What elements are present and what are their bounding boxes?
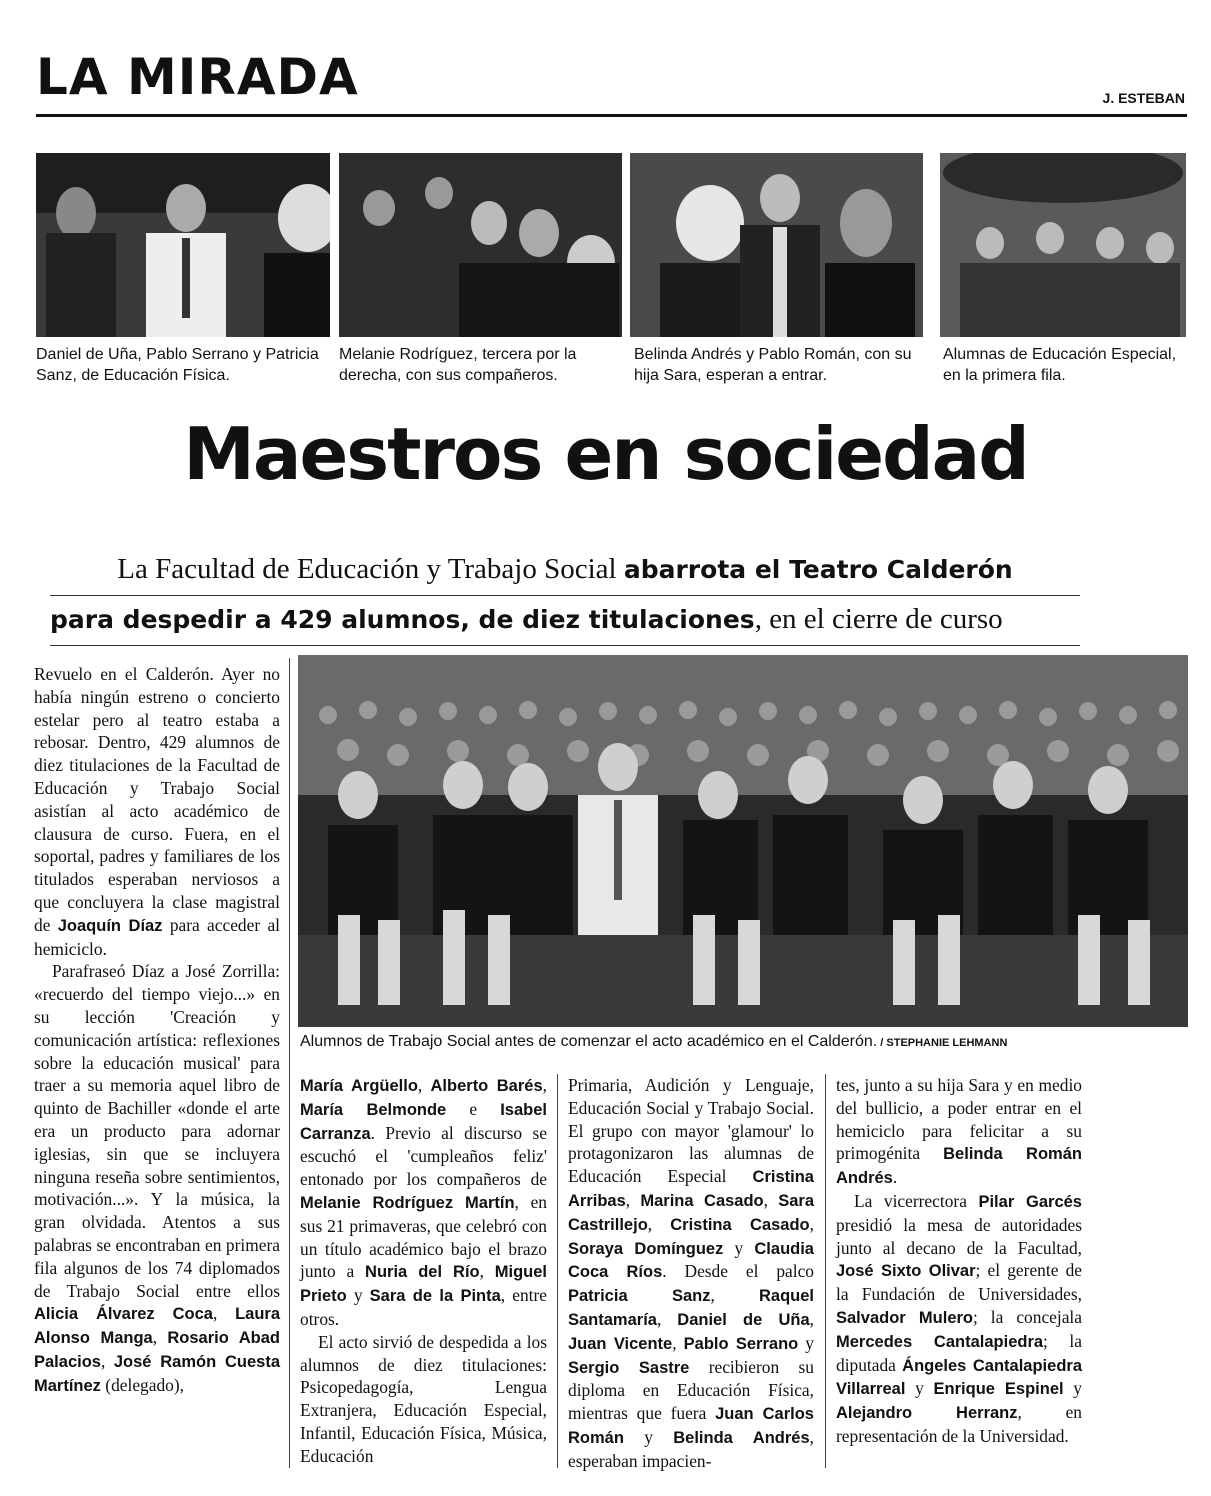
c3-text-2: Desde el palco	[684, 1261, 814, 1282]
person-name: Pilar Garcés	[978, 1192, 1082, 1211]
paragraph-5: Primaria, Audición y Lenguaje, Educación Social y Trabajo Social. El grupo con mayor 'glamour' lo protagonizaron las alumnas de Educación Especial Cristina Arribas, Marina Casado, Sara Castrillejo, Cristina Casado, Soraya Domínguez y Claudia Coca Ríos. Desde el palco Patricia Sanz, Raquel Santamaría, Daniel de Uña, Juan Vicente, Pablo Serrano y Sergio Sastre recibieron su diploma en Educación Física, mientras que fuera Juan Carlos Román y Belinda Andrés, esperaban impacien-	[568, 1075, 815, 1471]
person-name: Alejandro Herranz	[836, 1404, 1018, 1423]
p1-text: Revuelo en el Calderón. Ayer no había ningún estreno o concierto estelar pero al teatro estaba a rebosar. Dentro, 429 alumnos de diez titulaciones de la Facultad de Educación y Trabajo Social asistían al acto académico de clausura de curso. Fuera, en el soportal, padres y familiares de los titulados esperaban nerviosos a que concluyera la clase magistral de	[34, 664, 280, 935]
person-name: Isabel Carranza	[300, 1100, 547, 1143]
c3-text-3: recibieron su diploma en Educación Física, mientras que fuera	[568, 1356, 814, 1424]
c4-text-2a: La vicerrectora	[854, 1190, 967, 1211]
column-rule-3	[825, 1074, 826, 1468]
person-name: María Argüello	[300, 1077, 418, 1095]
photographer-credit: J. ESTEBAN	[1102, 90, 1185, 106]
person-name: Alberto Barés	[430, 1077, 543, 1095]
main-photo	[298, 655, 1188, 1027]
person-name: Daniel de Uña	[677, 1310, 810, 1329]
thumb-caption-3: Belinda Andrés y Pablo Román, con su hija Sara, esperan a entrar.	[634, 346, 912, 384]
person-name: Belinda Andrés	[673, 1428, 810, 1447]
person-name: Marina Casado	[640, 1191, 764, 1210]
paragraph-4: El acto sirvió de despedida a los alumnos de diez titulaciones: Psicopedagogía, Lengua Extranjera, Educación Especial, Infantil, Educación Física, Música, Educación	[300, 1331, 547, 1466]
c4-text-1: tes, junto a su hija Sara y en medio del bullicio, a poder entrar en el hemiciclo para felicitar a su primogénita	[836, 1075, 1082, 1164]
person-name: Juan Vicente	[568, 1334, 673, 1353]
person-name: Ángeles Cantalapiedra Villarreal	[836, 1356, 1082, 1399]
c2-text-2: , en sus 21 primaveras, que celebró con un título académico bajo el brazo junto a	[300, 1191, 547, 1282]
person-name: Salvador Mulero	[836, 1308, 973, 1327]
article-column-3	[568, 1074, 814, 1473]
person-name: Cristina Arribas	[568, 1168, 814, 1210]
p2-end: (delegado),	[105, 1374, 184, 1395]
thumb-photo-1	[36, 153, 330, 337]
p2-text: Parafraseó Díaz a José Zorrilla: «recuerdo del tiempo viejo...» en su lección 'Creación y comunicación artística: reflexiones sobre la educación musical' para traer a su memoria aquel libro de quinto de Bachiller «donde el arte era un producto para adornar iglesias, sin que se incluyera ninguna reseña sobre sentimientos, motivación...». Y la música, la gran olvidada. Atentos a sus palabras se encontraban en primera fila algunos de los 74 diplomados de Trabajo Social entre ellos	[34, 961, 280, 1301]
main-photo-credit: / STEPHANIE LEHMANN	[877, 1037, 1008, 1049]
p1-end: para acceder al hemiciclo.	[34, 914, 280, 959]
person-name: Miguel Prieto	[300, 1263, 548, 1306]
person-name: Claudia Coca Ríos	[568, 1239, 814, 1282]
c3-text-1: Primaria, Audición y Lenguaje, Educación Social y Trabajo Social. El grupo con mayor 'glamour' lo protagonizaron las alumnas de Educación Especial	[568, 1075, 814, 1187]
person-name: Soraya Domínguez	[568, 1239, 724, 1258]
top-rule	[36, 114, 1187, 117]
person-name: María Belmonde	[300, 1100, 447, 1119]
c2-text-3: , entre otros.	[300, 1285, 547, 1329]
paragraph-6: tes, junto a su hija Sara y en medio del bullicio, a poder entrar en el hemiciclo para felicitar a su primogénita Belinda Román Andrés.	[836, 1075, 1082, 1188]
paragraph-1	[34, 663, 280, 960]
subhead-bold-1: abarrota el Teatro Calderón	[623, 555, 1013, 584]
person-name: José Ramón Cuesta Martínez	[34, 1352, 280, 1395]
c4-text-5: ; la diputada	[836, 1330, 1082, 1375]
c4-text-6: , en representación de la Universidad.	[836, 1402, 1082, 1446]
paragraph-7: La vicerrectora Pilar Garcés presidió la mesa de autoridades junto al decano de la Facultad, José Sixto Olivar; el gerente de la Fundación de Universidades, Salvador Mulero; la concejala Mercedes Cantalapiedra; la diputada Ángeles Cantalapiedra Villarreal y Enrique Espinel y Alejandro Herranz, en representación de la Universidad.	[836, 1190, 1082, 1446]
paragraph-2: Parafraseó Díaz a José Zorrilla: «recuerdo del tiempo viejo...» en su lección 'Creación y comunicación artística: reflexiones sobre la educación musical' para traer a su memoria aquel libro de quinto de Bachiller «donde el arte era un producto para adornar iglesias, sin que se incluyera ninguna reseña sobre sentimientos, motivación...». Y la música, la gran olvidada. Atentos a sus palabras se encontraban en primera fila algunos de los 74 diplomados de Trabajo Social entre ellos Alicia Álvarez Coca, Laura Alonso Manga, Rosario Abad Palacios, José Ramón Cuesta Martínez (delegado),	[34, 961, 280, 1395]
subhead-plain-2: , en el cierre de curso	[754, 603, 1003, 635]
person-name: Sara Castrillejo	[568, 1191, 815, 1234]
section-title: LA MIRADA	[36, 48, 359, 106]
main-photo-caption	[300, 1031, 1190, 1054]
person-name: Alicia Álvarez Coca	[34, 1305, 213, 1324]
person-name: Cristina Casado	[670, 1215, 810, 1234]
article-column-4	[836, 1074, 1082, 1448]
c4-text-2: presidió la mesa de autoridades junto al decano de la Facultad,	[836, 1214, 1082, 1258]
c2-text-1: . Previo al discurso se escuchó el 'cumpleaños feliz' entonado por los compañeros de	[300, 1122, 547, 1190]
headline: Maestros en sociedad	[183, 412, 1028, 496]
c3-text-4: , esperaban impacien-	[568, 1426, 814, 1471]
paragraph-3: María Argüello, Alberto Barés, María Belmonde e Isabel Carranza. Previo al discurso se escuchó el 'cumpleaños feliz' entonado por los compañeros de Melanie Rodríguez Martín, en sus 21 primaveras, que celebró con un título académico bajo el brazo junto a Nuria del Río, Miguel Prieto y Sara de la Pinta, entre otros.	[300, 1075, 548, 1329]
column-rule-2	[557, 1074, 558, 1468]
subhead-plain-1: La Facultad de Educación y Trabajo Social	[117, 553, 617, 585]
main-caption-text: Alumnos de Trabajo Social antes de comenzar el acto académico en el Calderón.	[300, 1033, 878, 1050]
person-name: Raquel Santamaría	[568, 1287, 814, 1329]
person-name: Rosario Abad Palacios	[34, 1329, 280, 1371]
person-name: José Sixto Olivar	[836, 1262, 976, 1281]
person-name: Nuria del Río	[365, 1263, 480, 1282]
person-name: Joaquín Díaz	[57, 916, 163, 935]
c4-text-3: ; el gerente de la Fundación de Universidades,	[836, 1260, 1082, 1305]
thumb-photo-3	[630, 153, 923, 337]
thumb-caption-1: Daniel de Uña, Pablo Serrano y Patricia Sanz, de Educación Física.	[36, 346, 319, 384]
person-name: Sergio Sastre	[568, 1358, 690, 1377]
person-name: Melanie Rodríguez Martín	[300, 1193, 515, 1212]
person-name: Enrique Espinel	[933, 1380, 1064, 1399]
subhead-bold-2: para despedir a 429 alumnos, de diez titulaciones	[50, 605, 755, 634]
person-name: Belinda Román Andrés	[836, 1145, 1082, 1188]
person-name: Laura Alonso Manga	[34, 1305, 280, 1348]
thumb-photo-2	[339, 153, 622, 337]
subheadline	[50, 546, 1080, 646]
c4-text-4: ; la concejala	[973, 1306, 1082, 1327]
person-name: Sara de la Pinta	[369, 1287, 501, 1306]
person-name: Pablo Serrano	[683, 1334, 799, 1353]
thumb-photo-4	[940, 153, 1186, 337]
thumb-caption-4: Alumnas de Educación Especial, en la primera fila.	[943, 346, 1177, 384]
thumb-caption-2: Melanie Rodríguez, tercera por la derecha, con sus compañeros.	[339, 346, 577, 384]
person-name: Mercedes Cantalapiedra	[836, 1332, 1044, 1351]
article-column-1	[34, 663, 280, 1398]
column-rule-1	[289, 658, 290, 1468]
article-column-2	[300, 1074, 547, 1468]
person-name: Juan Carlos Román	[568, 1405, 814, 1447]
person-name: Patricia Sanz	[568, 1287, 711, 1306]
